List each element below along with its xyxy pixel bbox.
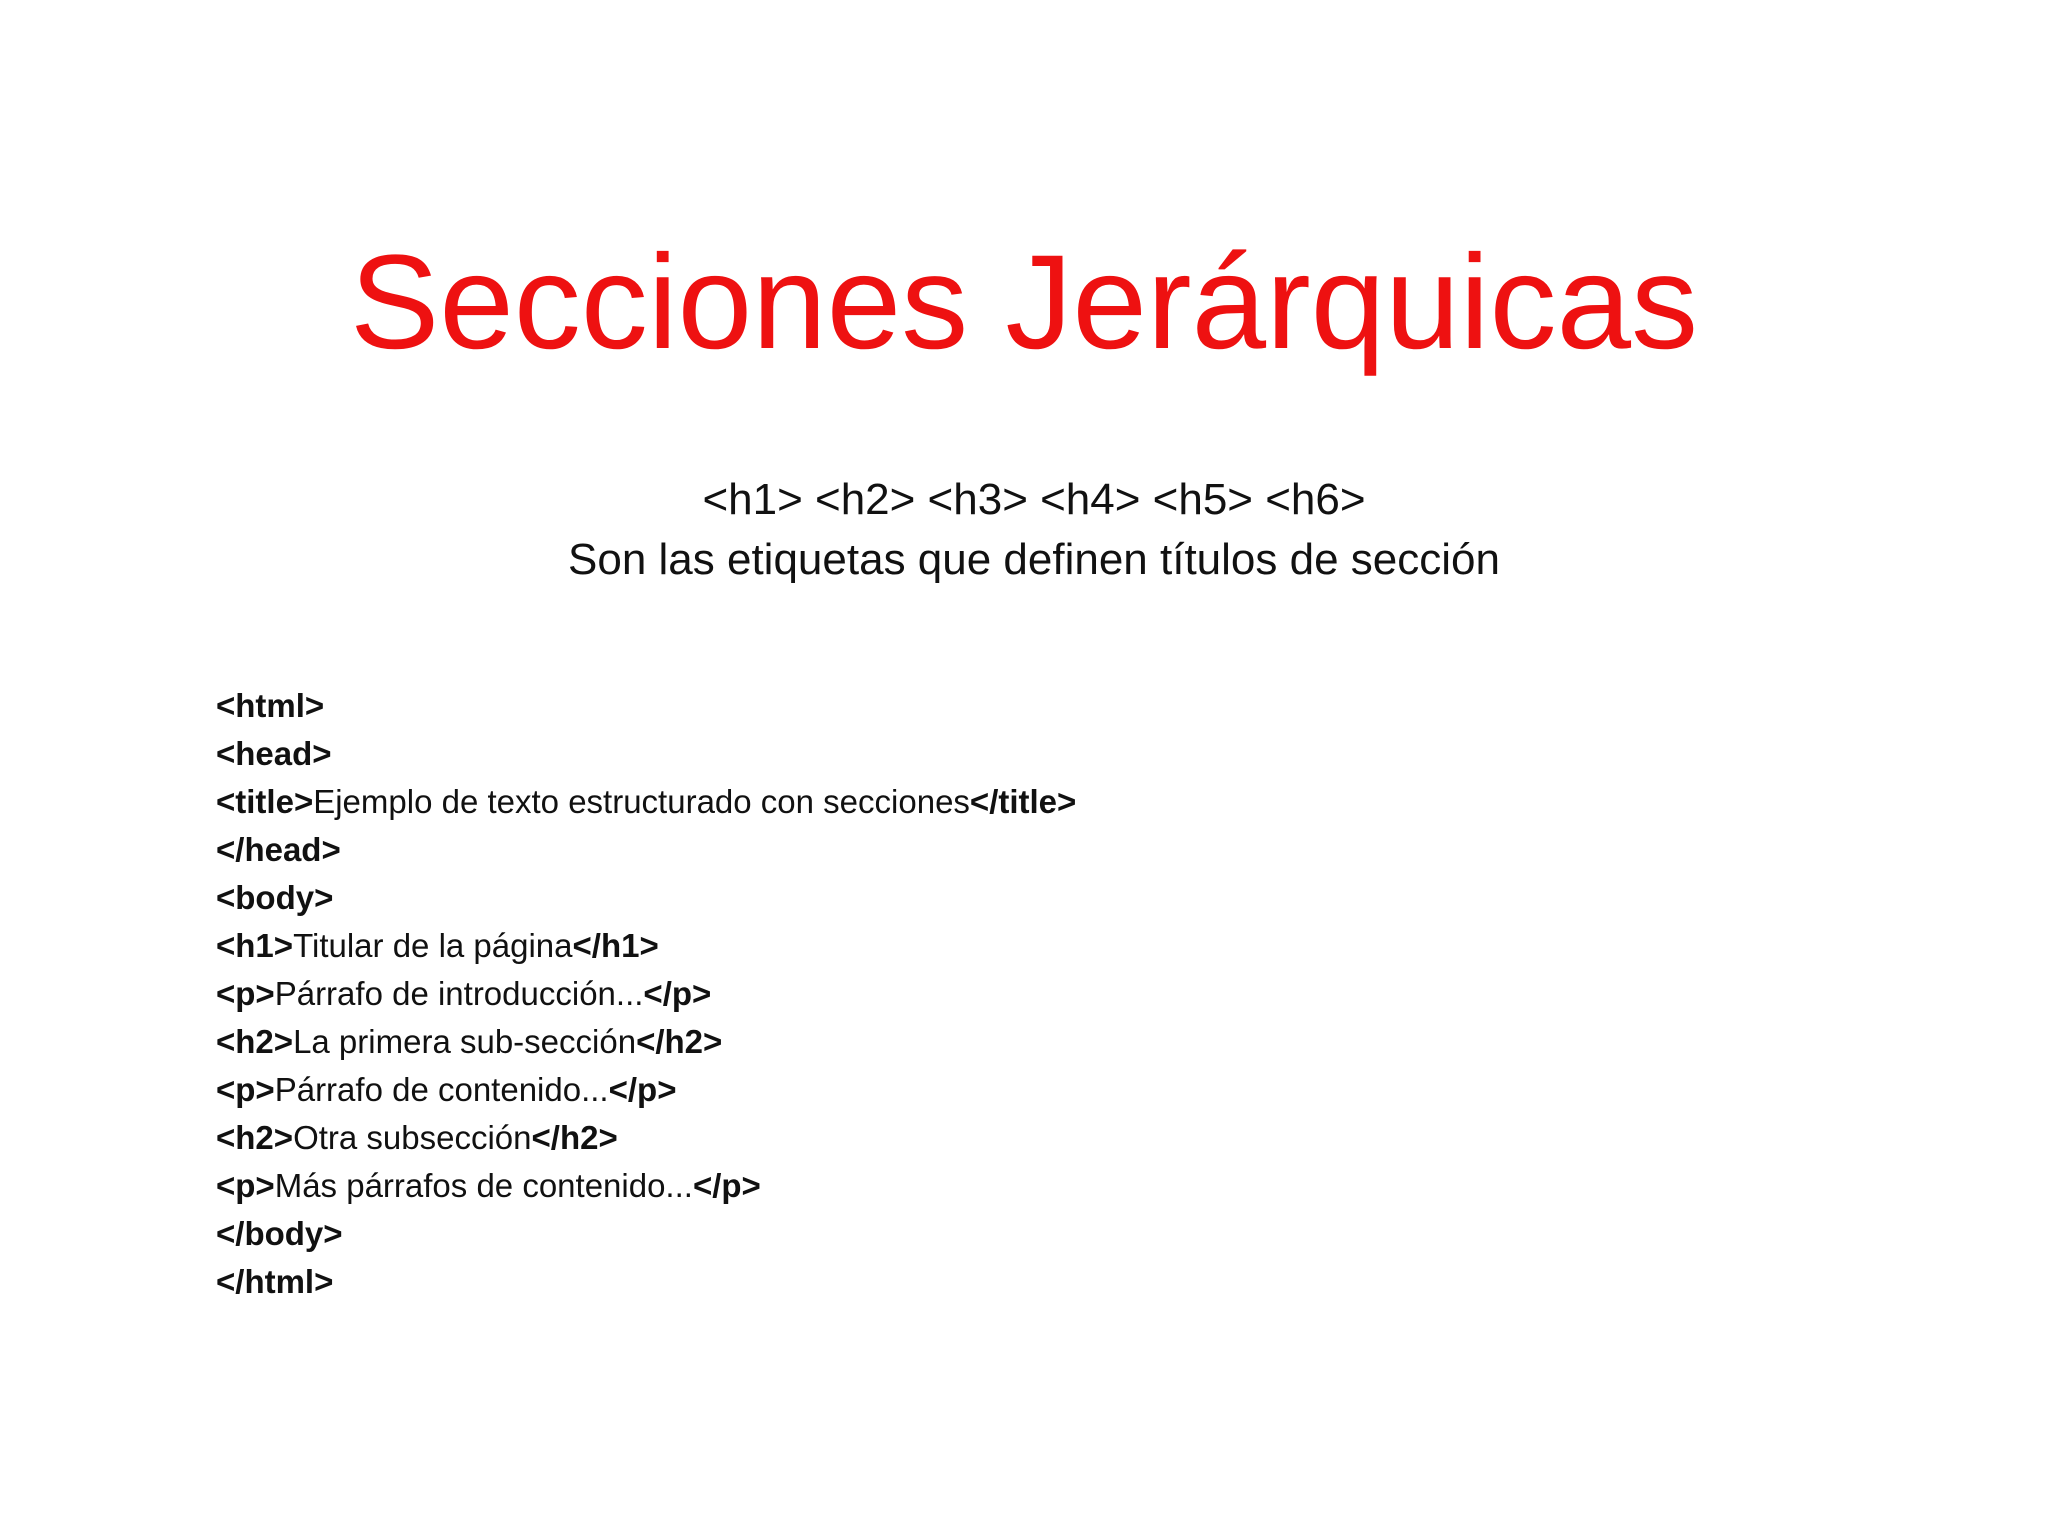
code-tag-open: <html> bbox=[216, 687, 325, 724]
code-line bbox=[216, 1210, 1076, 1258]
code-tag-open: <p> bbox=[216, 1167, 275, 1204]
code-tag-open: </head> bbox=[216, 831, 341, 868]
code-line bbox=[216, 1114, 1076, 1162]
code-line bbox=[216, 1018, 1076, 1066]
code-tag-close: </p> bbox=[643, 975, 712, 1012]
code-line bbox=[216, 826, 1076, 874]
description-line: Son las etiquetas que definen títulos de sección bbox=[568, 535, 1500, 584]
code-line bbox=[216, 922, 1076, 970]
code-tag-open: <h2> bbox=[216, 1119, 294, 1156]
code-line bbox=[216, 730, 1076, 778]
code-tag-close: </title> bbox=[969, 783, 1077, 820]
code-text: Párrafo de introducción... bbox=[274, 975, 644, 1012]
code-text: Más párrafos de contenido... bbox=[274, 1167, 693, 1204]
heading-tags-line: <h1> <h2> <h3> <h4> <h5> <h6> bbox=[702, 475, 1366, 524]
code-line bbox=[216, 778, 1076, 826]
code-tag-open: </html> bbox=[216, 1263, 334, 1300]
code-tag-open: <title> bbox=[216, 783, 314, 820]
code-tag-close: </h2> bbox=[636, 1023, 723, 1060]
code-tag-open: <p> bbox=[216, 1071, 275, 1108]
slide-title: Secciones Jerárquicas bbox=[349, 228, 1699, 377]
code-line bbox=[216, 1258, 1076, 1306]
code-text: Párrafo de contenido... bbox=[274, 1071, 609, 1108]
code-tag-open: <h1> bbox=[216, 927, 294, 964]
code-tag-close: </h1> bbox=[572, 927, 659, 964]
code-line bbox=[216, 874, 1076, 922]
code-text: Titular de la página bbox=[293, 927, 573, 964]
code-tag-open: <h2> bbox=[216, 1023, 294, 1060]
code-line bbox=[216, 682, 1076, 730]
code-line bbox=[216, 970, 1076, 1018]
code-tag-open: <head> bbox=[216, 735, 332, 772]
code-example bbox=[216, 682, 1076, 1306]
code-line bbox=[216, 1066, 1076, 1114]
code-tag-close: </p> bbox=[692, 1167, 761, 1204]
code-tag-close: </h2> bbox=[531, 1119, 618, 1156]
code-line bbox=[216, 1162, 1076, 1210]
subtitle bbox=[0, 470, 2048, 590]
code-tag-open: <body> bbox=[216, 879, 334, 916]
code-text: Ejemplo de texto estructurado con secciones bbox=[313, 783, 970, 820]
code-tag-open: </body> bbox=[216, 1215, 343, 1252]
code-text: La primera sub-sección bbox=[293, 1023, 637, 1060]
code-text: Otra subsección bbox=[293, 1119, 532, 1156]
code-tag-open: <p> bbox=[216, 975, 275, 1012]
code-tag-close: </p> bbox=[608, 1071, 677, 1108]
